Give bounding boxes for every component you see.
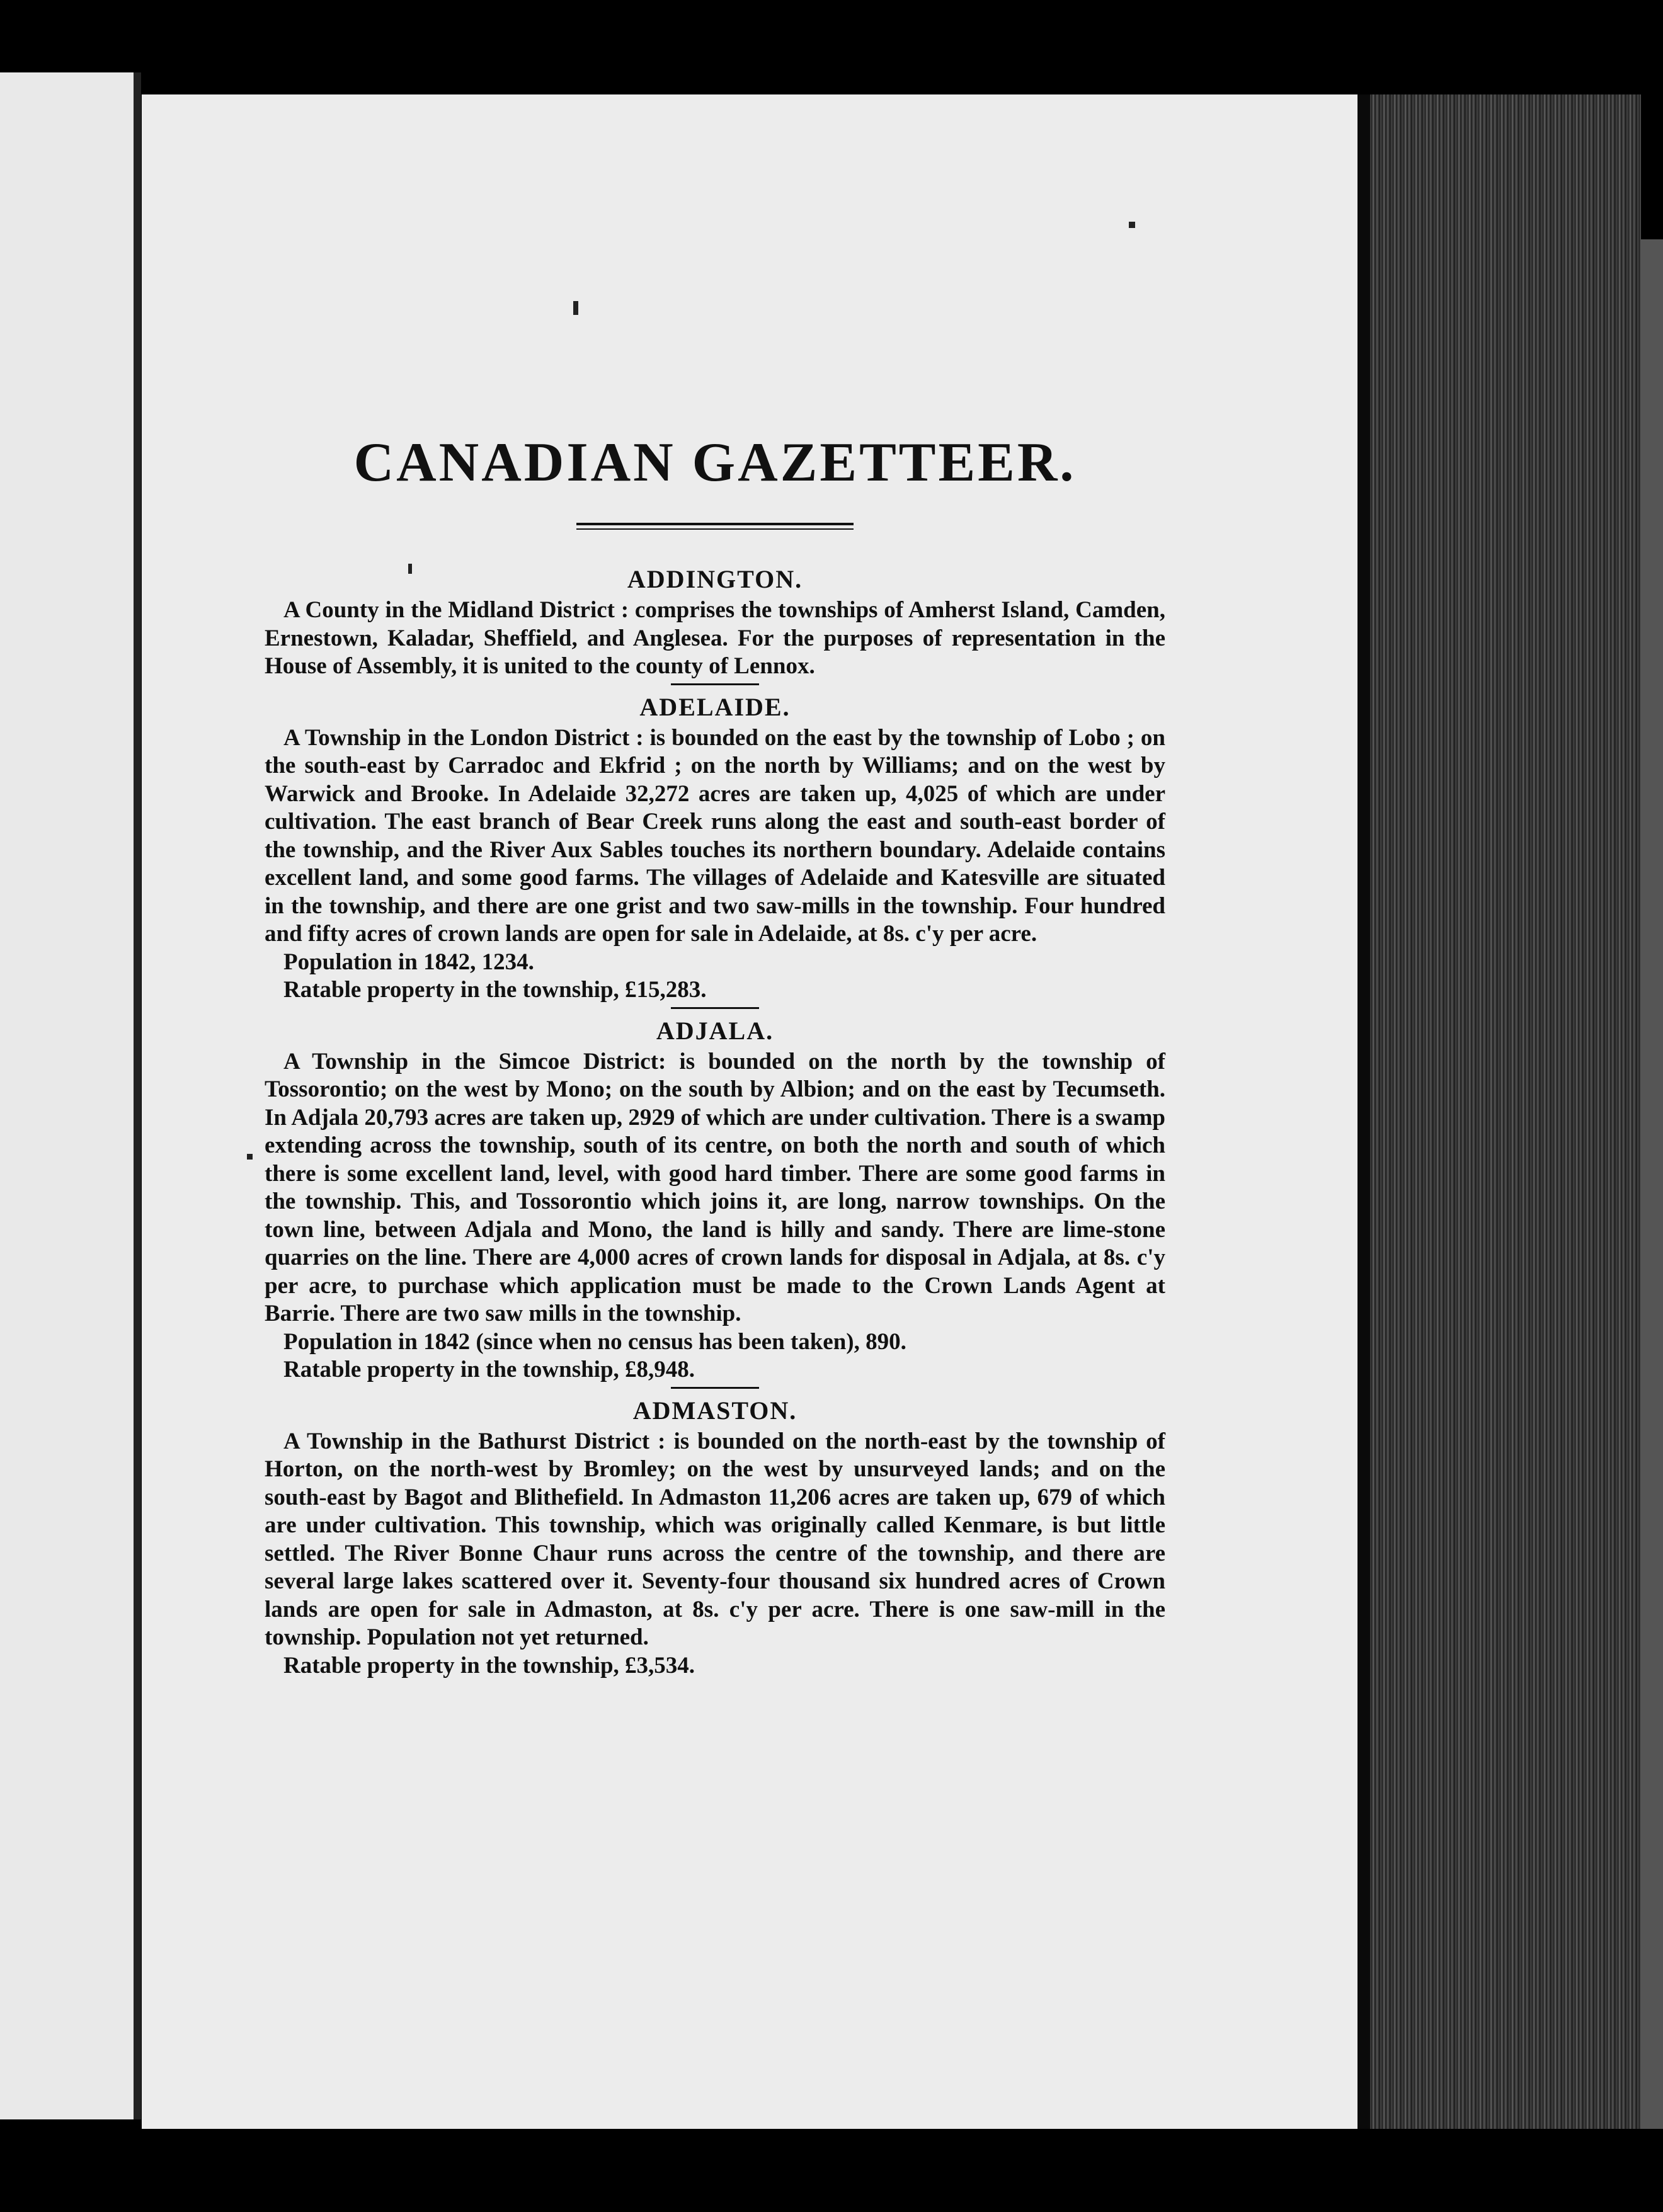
entry-rule [671,1007,759,1009]
entry-heading: ADELAIDE. [639,692,791,721]
book-block-edge [1357,94,1641,2129]
entry-adjala [265,1014,1165,1384]
entry-rule [671,683,759,685]
entry-population: Population in 1842 (since when no census has been taken), 890. [283,1328,906,1355]
page-shadow [1357,94,1370,2129]
ink-speck [1129,222,1135,228]
bleed-through-text [869,353,1323,378]
entry-text: A County in the Midland District : comprises the townships of Amherst Island, Camden, Ernestown, Kaladar, Sheffield, and Anglesea. For the purposes of representation in the House of Assembly, it is united to the county of Lennox. [265,597,1165,679]
entry-heading: ADMASTON. [632,1396,797,1425]
ink-speck [573,301,578,315]
page-gutter [134,72,141,2119]
entry-addington [265,562,1165,681]
ink-speck [247,1154,253,1160]
entry-admaston [265,1394,1165,1680]
page-title: CANADIAN GAZETTEER. [353,432,1077,493]
entry-rule [671,1387,759,1389]
entry-ratable-property: Ratable property in the township, £3,534. [283,1652,695,1679]
entry-text: A Township in the London District : is bounded on the east by the township of Lobo ; on the south-east by Carradoc and Ekfrid ; on the north by Williams; and on the west by Warwick and Brooke. In Adelaide 32,272 acres are taken up, 4,025 of which are under cultivation. The east branch of Bear Creek runs along the east and south-east border of the township, and the River Aux Sables touches its northern boundary. Adelaide contains excellent land, and some good farms. The villages of Adelaide and Katesville are situated in the township, and there are one grist and two saw-mills in the township. Four hundred and fifty acres of crown lands are open for sale in Adelaide, at 8s. c'y per acre. [265,724,1165,947]
entry-ratable-property: Ratable property in the township, £15,283. [283,977,707,1003]
page-content [265,428,1165,1680]
entry-population: Population in 1842, 1234. [283,949,534,975]
entry-heading: ADDINGTON. [627,565,803,593]
entry-text: A Township in the Bathurst District : is bounded on the north-east by the township of Horton, on the north-west by Bromley; on the west by unsurveyed lands; and on the south-east by Bagot and Blithefield. In Admaston 11,206 acres are taken up, 679 of which are under cultivation. This township, which was originally called Kenmare, is but little settled. The River Bonne Chaur runs across the centre of the township, and there are several large lakes scattered over it. Seventy-four thousand six hundred acres of Crown lands are open for sale in Admaston, at 8s. c'y per acre. There is one saw-mill in the township. Population not yet returned. [265,1428,1165,1650]
title-rule [576,523,854,530]
entry-ratable-property: Ratable property in the township, £8,948. [283,1357,695,1382]
facing-page [0,72,139,2119]
scan-border-strip [1641,239,1663,2129]
entry-adelaide [265,690,1165,1005]
entry-heading: ADJALA. [656,1016,774,1045]
entry-text: A Township in the Simcoe District: is bounded on the north by the township of Tossorontio; on the west by Mono; on the south by Albion; and on the east by Tecumseth. In Adjala 20,793 acres are taken up, 2929 of which are under cultivation. There is a swamp extending across the township, south of its centre, on both the north and south of which there is some excellent land, level, with good hard timber. There are some good farms in the township. This, and Tossorontio which joins it, are long, narrow townships. On the town line, between Adjala and Mono, the land is hilly and sandy. There are lime-stone quarries on the line. There are 4,000 acres of crown lands for disposal in Adjala, at 8s. c'y per acre, to purchase which application must be made to the Crown Lands Agent at Barrie. There are two saw mills in the township. [265,1048,1165,1326]
